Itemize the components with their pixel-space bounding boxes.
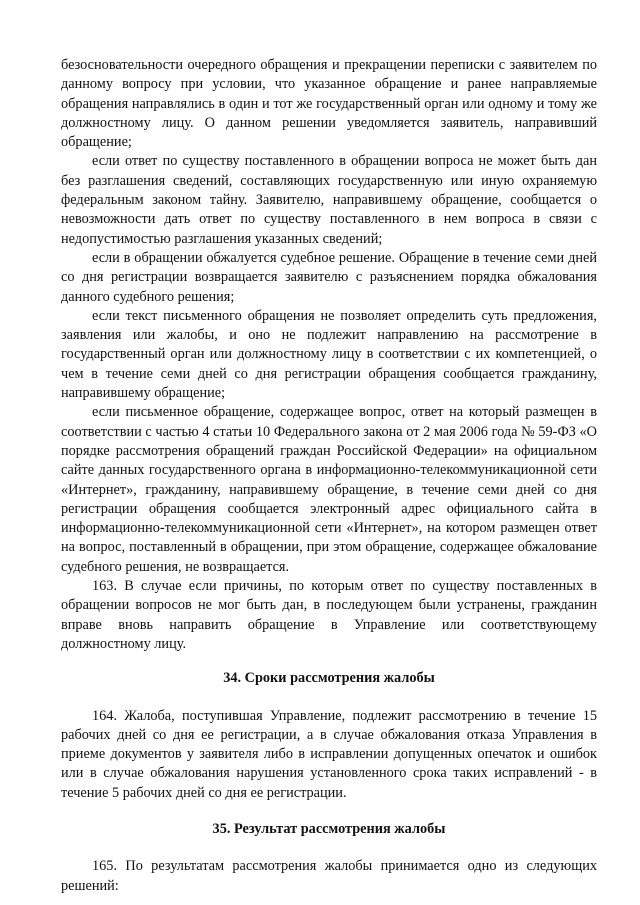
paragraph-165: 165. По результатам рассмотрения жалобы принимается одно из следующих решений:: [61, 858, 597, 894]
section-heading-35: 35. Результат рассмотрения жалобы: [212, 820, 446, 837]
paragraph-163: 163. В случае если причины, по которым ответ по существу поставленных в обращении вопросов не мог быть дан, в последующем были устранены, гражданин вправе вновь направить обращение в Управление или соответствующему должностному лицу.: [61, 578, 597, 652]
paragraph-unfounded-appeal: безосновательности очередного обращения и прекращении переписки с заявителем по данному вопросу при условии, что указанное обращение и ранее направляемые обращения направлялись в один и тот же государственный орган или одному и тому же должностному лицу. О данном решении уведомляется заявитель, направивший обращение;: [61, 57, 597, 151]
paragraph-court-decision: если в обращении обжалуется судебное решение. Обращение в течение семи дней со дня регистрации возвращается заявителю с разъяснением порядка обжалования данного судебного решения;: [61, 249, 597, 305]
paragraph-unclear-text: если текст письменного обращения не позволяет определить суть предложения, заявления или жалобы, и оно не подлежит направлению на рассмотрение в государственный орган или должностному лицу в соответствии с их компетенцией, о чем в течение семи дней со дня регистрации обращения сообщается гражданину, направившему обращение;: [61, 307, 597, 402]
paragraph-answer-published: если письменное обращение, содержащее вопрос, ответ на который размещен в соответствии с частью 4 статьи 10 Федерального закона от 2 мая 2006 года № 59-ФЗ «О порядке рассмотрения обращений граждан Российской Федерации» на официальном сайте данных государственного органа в информационно-телекоммуникационной сети «Интернет», гражданину, направившему обращение, в течение семи дней со дня регистрации обращения сообщается электронный адрес официального сайта в информационно-телекоммуникационной сети «Интернет», на котором размещен ответ на вопрос, поставленный в обращении, при этом обращение, содержащее обжалование судебного решения, не возвращается.: [61, 404, 597, 575]
document-page: [61, 56, 597, 896]
paragraph-state-secret: если ответ по существу поставленного в обращении вопроса не может быть дан без разглашения сведений, составляющих государственную или иную охраняемую федеральным законом тайну. Заявителю, направившему обращение, сообщается о невозможности дать ответ по существу поставленного в нем вопроса в связи с недопустимостью разглашения указанных сведений;: [61, 153, 597, 247]
section-heading-34: 34. Сроки рассмотрения жалобы: [223, 670, 435, 687]
paragraph-164: 164. Жалоба, поступившая Управление, подлежит рассмотрению в течение 15 рабочих дней со дня ее регистрации, а в случае обжалования отказа Управления в приеме документов у заявителя либо в исправлении допущенных опечаток и ошибок или в случае обжалования нарушения установленного срока таких исправлений - в течение 5 рабочих дней со дня ее регистрации.: [61, 707, 597, 801]
